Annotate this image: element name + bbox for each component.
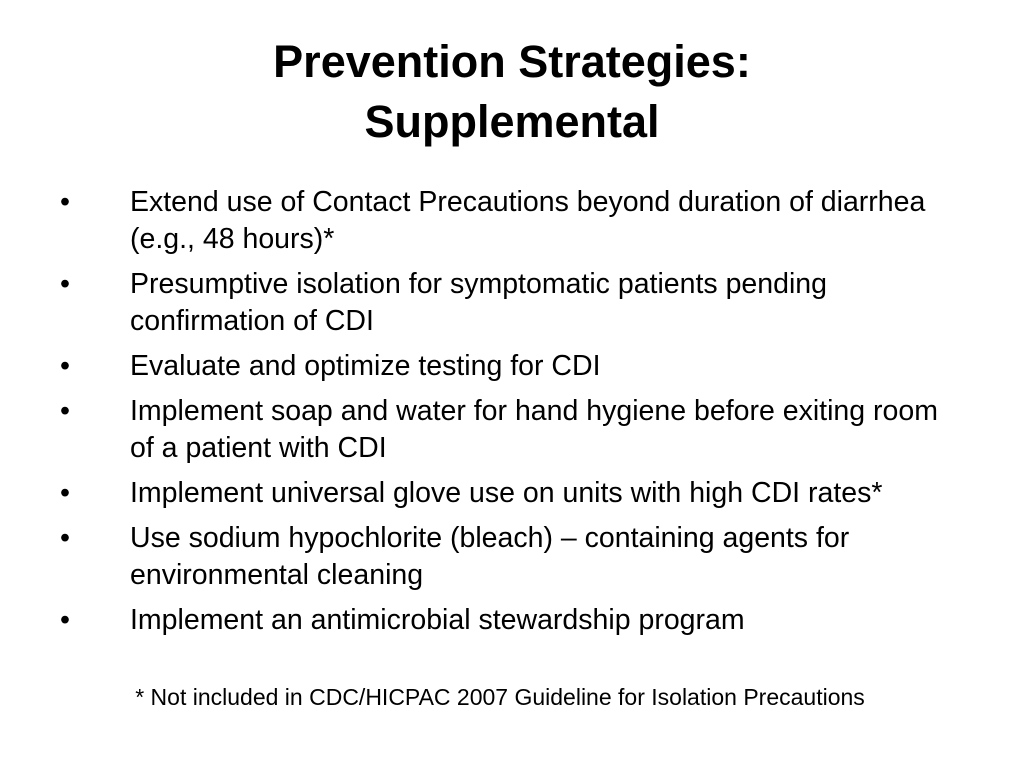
bullet-item	[0, 393, 1024, 467]
slide-title-line-2: Supplemental	[364, 96, 660, 147]
bullet-text: Implement soap and water for hand hygiene before exiting room of a patient with CDI	[130, 395, 938, 464]
bullet-text: Presumptive isolation for symptomatic patients pending confirmation of CDI	[130, 268, 828, 337]
footnote: * Not included in CDC/HICPAC 2007 Guideline for Isolation Precautions	[135, 684, 865, 710]
bullet-icon: •	[60, 477, 70, 509]
bullet-icon: •	[60, 350, 70, 382]
slide-title	[0, 32, 1024, 152]
bullet-icon: •	[60, 186, 70, 218]
bullet-text: Implement universal glove use on units with high CDI rates*	[130, 477, 883, 509]
bullet-text: Extend use of Contact Precautions beyond duration of diarrhea (e.g., 48 hours)*	[130, 186, 926, 255]
bullet-text: Evaluate and optimize testing for CDI	[130, 350, 601, 382]
bullet-icon: •	[60, 604, 70, 636]
bullet-text: Use sodium hypochlorite (bleach) – containing agents for environmental cleaning	[130, 522, 850, 591]
bullet-icon: •	[60, 395, 70, 427]
bullet-icon: •	[60, 268, 70, 300]
bullet-item	[0, 348, 1024, 385]
bullet-item	[0, 266, 1024, 340]
bullet-icon: •	[60, 522, 70, 554]
slide-title-line-1: Prevention Strategies:	[273, 36, 751, 87]
bullet-item	[0, 602, 1024, 639]
bullet-text: Implement an antimicrobial stewardship program	[130, 604, 745, 636]
bullet-item	[0, 520, 1024, 594]
bullet-list	[0, 184, 1024, 647]
bullet-item	[0, 475, 1024, 512]
bullet-item	[0, 184, 1024, 258]
